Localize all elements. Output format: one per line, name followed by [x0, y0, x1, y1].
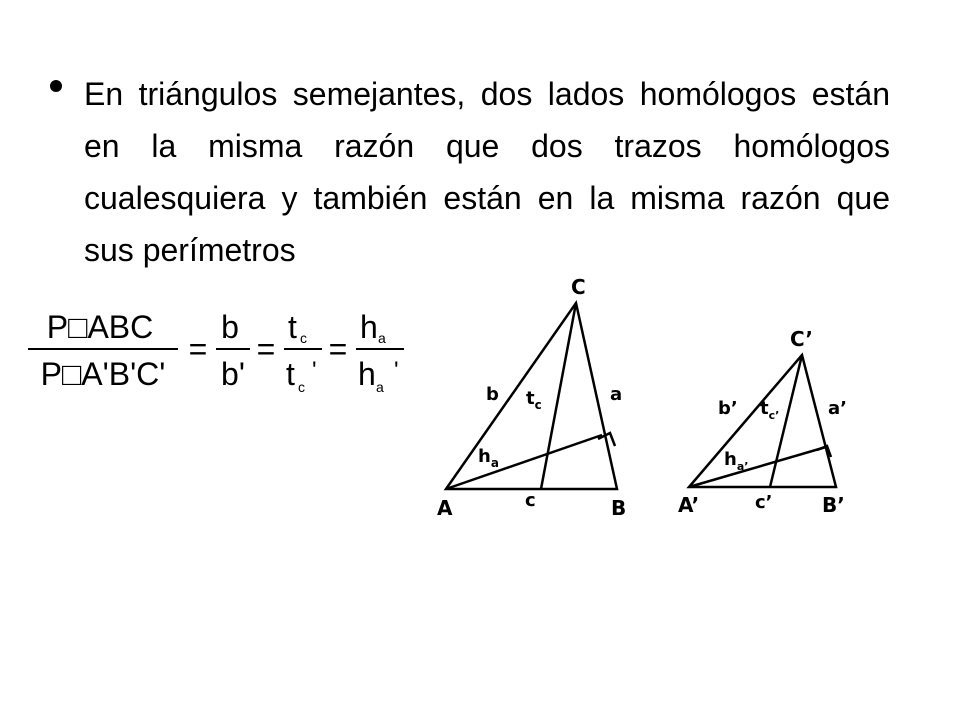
- median-denominator-subscript: c: [298, 379, 305, 395]
- height-ha-prime-label: $h_{a’}$: [724, 449, 749, 473]
- side-a-label: a: [610, 384, 623, 405]
- perimeter-numerator: P□ABC: [46, 309, 154, 345]
- height-numerator: h: [360, 309, 378, 345]
- triangle-abc-prime-outline: [689, 355, 836, 487]
- side-b-prime-label: b’: [718, 398, 738, 419]
- perimeter-denominator: P□A'B'C': [40, 356, 166, 392]
- side-a-prime-label: a’: [828, 398, 847, 419]
- equals-sign: =: [328, 331, 348, 367]
- side-b-denominator: b': [221, 356, 245, 392]
- vertex-b-label: B: [611, 496, 627, 520]
- height-denominator-prime: ': [394, 357, 399, 384]
- median-tc: [541, 303, 576, 489]
- side-c-label: c: [525, 490, 536, 511]
- median-tc-prime-label: $t_{c’}$: [760, 398, 780, 422]
- median-numerator: t: [288, 309, 297, 345]
- side-b-numerator: b: [221, 309, 239, 345]
- median-tc-label: $t_c$: [526, 388, 542, 412]
- height-ha: [446, 435, 602, 489]
- triangle-abc-prime: [689, 355, 836, 487]
- equals-sign: =: [188, 331, 208, 367]
- height-numerator-subscript: a: [378, 330, 386, 346]
- median-denominator-prime: ': [312, 357, 317, 384]
- side-c-prime-label: c’: [755, 492, 773, 513]
- vertex-a-label: A: [437, 496, 453, 520]
- height-denominator-subscript: a: [376, 379, 384, 395]
- vertex-b-prime-label: B’: [822, 493, 845, 517]
- median-numerator-subscript: c: [300, 330, 307, 346]
- height-denominator: h: [358, 356, 376, 392]
- equals-sign: =: [256, 331, 276, 367]
- side-b-label: b: [486, 384, 499, 405]
- height-ha-label: $h_a$: [478, 446, 499, 470]
- vertex-a-prime-label: A’: [678, 493, 700, 517]
- vertex-c-prime-label: C’: [790, 327, 814, 351]
- median-denominator: t: [286, 356, 295, 392]
- vertex-c-label: C: [571, 275, 586, 299]
- height-ha-prime: [689, 447, 826, 487]
- bullet-text: En triángulos semejantes, dos lados homólogos están en la misma razón que dos trazos homólogos cualesquiera y también están en la misma razón que sus perímetros: [84, 76, 890, 268]
